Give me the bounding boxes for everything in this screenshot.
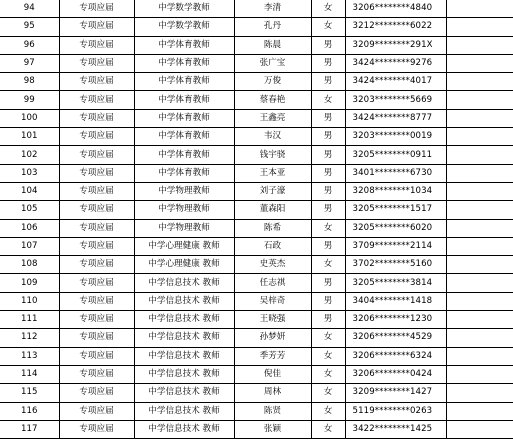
cell-name: 陈晨 (234, 36, 311, 54)
cell-name: 刘子濠 (234, 182, 311, 200)
cell-gender: 女 (311, 256, 345, 274)
cell-position: 中学信息技术 教师 (134, 347, 234, 365)
table-row (0, 109, 513, 127)
table-row (0, 164, 513, 182)
cell-category: 专项应届 (59, 329, 134, 347)
table-row (0, 329, 513, 347)
cell-position: 中学数学教师 (134, 0, 234, 18)
cell-id-number: 3209********1427 (345, 384, 446, 402)
cell-remarks (446, 109, 513, 127)
cell-name: 孔丹 (234, 18, 311, 36)
cell-gender: 男 (311, 164, 345, 182)
cell-gender: 男 (311, 36, 345, 54)
cell-gender: 男 (311, 146, 345, 164)
cell-number: 117 (0, 420, 59, 438)
cell-name: 张广宝 (234, 54, 311, 72)
cell-category: 专项应届 (59, 365, 134, 383)
cell-category: 专项应届 (59, 164, 134, 182)
cell-name: 王本亚 (234, 164, 311, 182)
cell-number: 101 (0, 128, 59, 146)
cell-gender: 男 (311, 109, 345, 127)
table-row (0, 274, 513, 292)
cell-remarks (446, 201, 513, 219)
cell-id-number: 5119********0263 (345, 402, 446, 420)
cell-number: 108 (0, 256, 59, 274)
cell-remarks (446, 347, 513, 365)
cell-id-number: 3206********6324 (345, 347, 446, 365)
cell-name: 蔡春艳 (234, 91, 311, 109)
cell-position: 中学信息技术 教师 (134, 311, 234, 329)
table-row (0, 256, 513, 274)
cell-gender: 男 (311, 237, 345, 255)
cell-remarks (446, 73, 513, 91)
cell-id-number: 3206********4840 (345, 0, 446, 18)
cell-gender: 女 (311, 219, 345, 237)
cell-id-number: 3422********1425 (345, 420, 446, 438)
table-row (0, 365, 513, 383)
cell-gender: 男 (311, 73, 345, 91)
cell-remarks (446, 0, 513, 18)
cell-position: 中学信息技术 教师 (134, 384, 234, 402)
table-row (0, 73, 513, 91)
cell-id-number: 3206********1230 (345, 311, 446, 329)
cell-number: 100 (0, 109, 59, 127)
cell-name: 董森阳 (234, 201, 311, 219)
cell-category: 专项应届 (59, 91, 134, 109)
cell-position: 中学体育教师 (134, 91, 234, 109)
cell-name: 任志祺 (234, 274, 311, 292)
cell-number: 94 (0, 0, 59, 18)
cell-gender: 女 (311, 365, 345, 383)
cell-number: 114 (0, 365, 59, 383)
cell-category: 专项应届 (59, 420, 134, 438)
table-row (0, 384, 513, 402)
cell-id-number: 3424********8777 (345, 109, 446, 127)
cell-category: 专项应届 (59, 146, 134, 164)
cell-remarks (446, 91, 513, 109)
cell-position: 中学体育教师 (134, 146, 234, 164)
cell-category: 专项应届 (59, 219, 134, 237)
cell-category: 专项应届 (59, 347, 134, 365)
cell-position: 中学信息技术 教师 (134, 365, 234, 383)
cell-position: 中学体育教师 (134, 128, 234, 146)
cell-gender: 女 (311, 420, 345, 438)
cell-category: 专项应届 (59, 237, 134, 255)
cell-position: 中学体育教师 (134, 54, 234, 72)
cell-category: 专项应届 (59, 292, 134, 310)
cell-category: 专项应届 (59, 182, 134, 200)
cell-name: 张颖 (234, 420, 311, 438)
cell-number: 111 (0, 311, 59, 329)
cell-gender: 男 (311, 201, 345, 219)
table-row (0, 311, 513, 329)
cell-position: 中学物理教师 (134, 219, 234, 237)
cell-name: 王晓强 (234, 311, 311, 329)
cell-id-number: 3208********1034 (345, 182, 446, 200)
cell-number: 99 (0, 91, 59, 109)
cell-position: 中学物理教师 (134, 182, 234, 200)
cell-remarks (446, 54, 513, 72)
table-row (0, 128, 513, 146)
table-row (0, 292, 513, 310)
cell-number: 112 (0, 329, 59, 347)
cell-position: 中学心理健康 教师 (134, 237, 234, 255)
cell-gender: 女 (311, 347, 345, 365)
cell-remarks (446, 292, 513, 310)
cell-number: 96 (0, 36, 59, 54)
cell-gender: 女 (311, 384, 345, 402)
cell-id-number: 3205********1517 (345, 201, 446, 219)
cell-remarks (446, 36, 513, 54)
cell-name: 万俊 (234, 73, 311, 91)
cell-id-number: 3205********3814 (345, 274, 446, 292)
cell-remarks (446, 420, 513, 438)
cell-name: 吴梓奇 (234, 292, 311, 310)
cell-category: 专项应届 (59, 54, 134, 72)
cell-number: 97 (0, 54, 59, 72)
cell-position: 中学信息技术 教师 (134, 274, 234, 292)
cell-gender: 男 (311, 128, 345, 146)
cell-remarks (446, 164, 513, 182)
cell-category: 专项应届 (59, 0, 134, 18)
cell-gender: 女 (311, 0, 345, 18)
cell-position: 中学体育教师 (134, 36, 234, 54)
cell-id-number: 3709********2114 (345, 237, 446, 255)
cell-number: 95 (0, 18, 59, 36)
cell-remarks (446, 365, 513, 383)
cell-name: 陈贤 (234, 402, 311, 420)
cell-number: 104 (0, 182, 59, 200)
cell-id-number: 3424********4017 (345, 73, 446, 91)
cell-category: 专项应届 (59, 73, 134, 91)
cell-gender: 男 (311, 311, 345, 329)
cell-name: 史英杰 (234, 256, 311, 274)
cell-category: 专项应届 (59, 128, 134, 146)
table-row (0, 54, 513, 72)
cell-number: 115 (0, 384, 59, 402)
cell-gender: 男 (311, 54, 345, 72)
cell-remarks (446, 237, 513, 255)
cell-gender: 女 (311, 402, 345, 420)
cell-id-number: 3212********6022 (345, 18, 446, 36)
table-row (0, 146, 513, 164)
table-row (0, 237, 513, 255)
cell-number: 116 (0, 402, 59, 420)
cell-position: 中学信息技术 教师 (134, 329, 234, 347)
cell-gender: 男 (311, 182, 345, 200)
cell-category: 专项应届 (59, 201, 134, 219)
cell-number: 109 (0, 274, 59, 292)
table-row (0, 201, 513, 219)
cell-remarks (446, 128, 513, 146)
cell-number: 103 (0, 164, 59, 182)
cell-category: 专项应届 (59, 18, 134, 36)
cell-name: 王鑫亮 (234, 109, 311, 127)
cell-remarks (446, 311, 513, 329)
cell-remarks (446, 256, 513, 274)
cell-name: 孙梦妍 (234, 329, 311, 347)
cell-number: 110 (0, 292, 59, 310)
cell-position: 中学信息技术 教师 (134, 292, 234, 310)
cell-name: 季芳芳 (234, 347, 311, 365)
cell-id-number: 3401********6730 (345, 164, 446, 182)
cell-gender: 女 (311, 18, 345, 36)
cell-id-number: 3424********9276 (345, 54, 446, 72)
cell-position: 中学体育教师 (134, 109, 234, 127)
cell-remarks (446, 182, 513, 200)
table-row (0, 18, 513, 36)
cell-number: 98 (0, 73, 59, 91)
cell-id-number: 3702********5160 (345, 256, 446, 274)
table-row (0, 0, 513, 18)
table-row (0, 91, 513, 109)
cell-name: 陈希 (234, 219, 311, 237)
cell-remarks (446, 329, 513, 347)
cell-position: 中学物理教师 (134, 201, 234, 219)
cell-remarks (446, 274, 513, 292)
cell-position: 中学体育教师 (134, 164, 234, 182)
cell-number: 106 (0, 219, 59, 237)
cell-category: 专项应届 (59, 274, 134, 292)
cell-remarks (446, 18, 513, 36)
table-row (0, 347, 513, 365)
cell-id-number: 3404********1418 (345, 292, 446, 310)
cell-name: 韦汉 (234, 128, 311, 146)
cell-category: 专项应届 (59, 311, 134, 329)
table-row (0, 420, 513, 438)
cell-name: 倪佳 (234, 365, 311, 383)
cell-position: 中学体育教师 (134, 73, 234, 91)
cell-position: 中学心理健康 教师 (134, 256, 234, 274)
cell-number: 105 (0, 201, 59, 219)
table-row (0, 219, 513, 237)
cell-id-number: 3206********0424 (345, 365, 446, 383)
cell-number: 102 (0, 146, 59, 164)
cell-id-number: 3203********0019 (345, 128, 446, 146)
cell-position: 中学信息技术 教师 (134, 402, 234, 420)
cell-position: 中学信息技术 教师 (134, 420, 234, 438)
cell-number: 107 (0, 237, 59, 255)
cell-gender: 女 (311, 329, 345, 347)
table-row (0, 182, 513, 200)
cell-id-number: 3203********5669 (345, 91, 446, 109)
table-row (0, 36, 513, 54)
cell-id-number: 3205********0911 (345, 146, 446, 164)
cell-category: 专项应届 (59, 36, 134, 54)
cell-gender: 男 (311, 274, 345, 292)
cell-id-number: 3206********4529 (345, 329, 446, 347)
cell-id-number: 3209********291X (345, 36, 446, 54)
cell-name: 钱宇骁 (234, 146, 311, 164)
cell-name: 李清 (234, 0, 311, 18)
cell-category: 专项应届 (59, 109, 134, 127)
cell-category: 专项应届 (59, 256, 134, 274)
cell-category: 专项应届 (59, 402, 134, 420)
cell-name: 周林 (234, 384, 311, 402)
cell-gender: 男 (311, 292, 345, 310)
cell-remarks (446, 384, 513, 402)
cell-name: 石政 (234, 237, 311, 255)
table-row (0, 402, 513, 420)
cell-remarks (446, 219, 513, 237)
cell-remarks (446, 402, 513, 420)
cell-remarks (446, 146, 513, 164)
cell-category: 专项应届 (59, 384, 134, 402)
cell-position: 中学数学教师 (134, 18, 234, 36)
cell-id-number: 3205********6020 (345, 219, 446, 237)
cell-gender: 女 (311, 91, 345, 109)
cell-number: 113 (0, 347, 59, 365)
